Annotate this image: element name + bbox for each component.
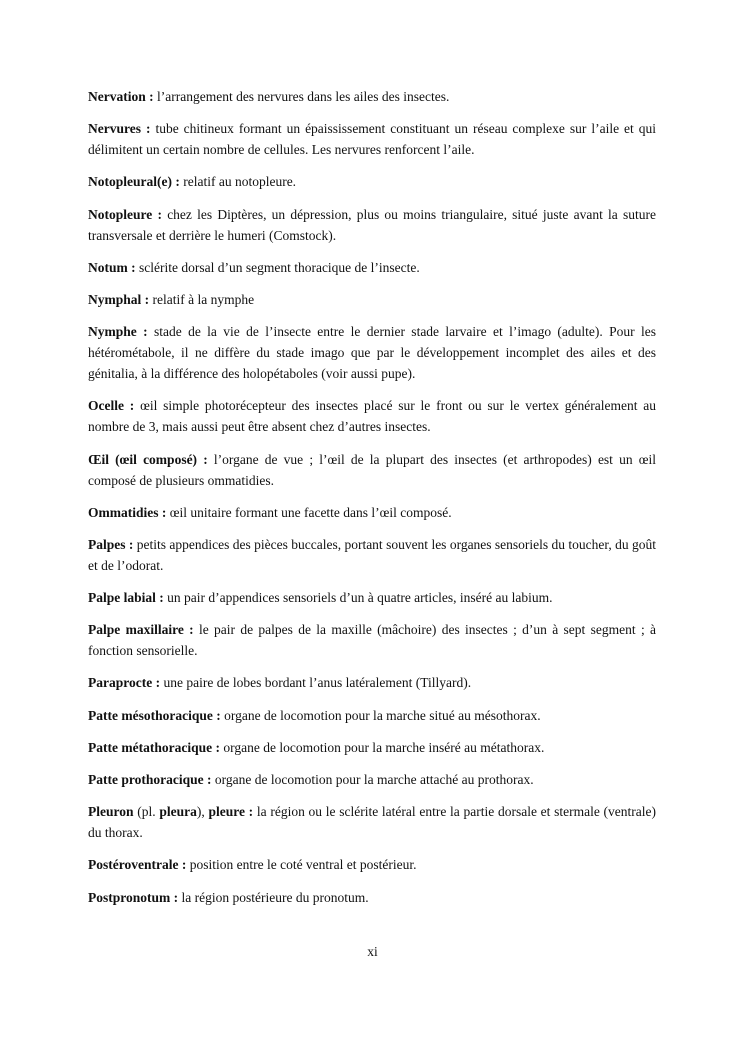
- glossary-entry: [88, 502, 656, 523]
- glossary-entry: [88, 619, 656, 661]
- glossary-entry: [88, 395, 656, 437]
- entry-definition: stade de la vie de l’insecte entre le dernier stade larvaire et l’imago (adulte). Pour les hétérométabole, il ne diffère du stade imago que par le développement incomplet des ailes et des génitalia, à la différence des holopétaboles (voir aussi pupe).: [88, 324, 656, 382]
- entry-term: Postpronotum :: [88, 889, 179, 905]
- entry-term: Palpe labial :: [88, 590, 164, 606]
- entry-term: Nervures :: [88, 121, 151, 137]
- entry-definition: le pair de palpes de la maxille (mâchoire) des insectes ; d’un à sept segment ; à fonction sensorielle.: [88, 622, 657, 659]
- entry-definition: tube chitineux formant un épaississement constituant un réseau complexe sur l’aile et qui délimitent un certain nombre de cellules. Les nervures renforcent l’aile.: [88, 121, 657, 158]
- entry-definition: l’organe de vue ; l’œil de la plupart des insectes (et arthropodes) est un œil composé de plusieurs ommatidies.: [88, 451, 657, 488]
- entry-definition: l’arrangement des nervures dans les ailes des insectes.: [156, 89, 450, 104]
- page-number: xi: [367, 944, 378, 959]
- entry-term: Notopleure :: [88, 206, 162, 222]
- glossary-entry: [88, 449, 656, 491]
- entry-term: Notopleural(e) :: [88, 174, 180, 190]
- glossary-entry: [88, 118, 656, 160]
- entry-plural: pleura: [159, 804, 197, 820]
- glossary-entry: [88, 171, 656, 192]
- glossary-entry: [88, 204, 656, 246]
- entry-term: Ommatidies :: [88, 504, 167, 520]
- entry-term: Nymphe :: [88, 324, 148, 340]
- entry-plural-suffix: ),: [196, 804, 209, 820]
- glossary-entry: [88, 257, 656, 278]
- glossary-entry: [88, 321, 656, 384]
- entry-term: Palpes :: [88, 536, 134, 552]
- entry-definition: organe de locomotion pour la marche attaché au prothorax.: [214, 772, 534, 787]
- entry-term: Nervation :: [88, 89, 154, 104]
- entry-definition: relatif à la nymphe: [152, 291, 255, 307]
- entry-definition: organe de locomotion pour la marche inséré au métathorax.: [223, 739, 545, 755]
- glossary-entry: [88, 587, 656, 608]
- glossary-entry: [88, 672, 656, 693]
- entry-term: Patte mésothoracique :: [88, 707, 221, 723]
- glossary-entry: [88, 705, 656, 726]
- entry-definition: un pair d’appendices sensoriels d’un à quatre articles, inséré au labium.: [167, 590, 553, 606]
- entry-term: Notum :: [88, 259, 136, 275]
- glossary-entry: [88, 887, 656, 908]
- entry-term: Patte prothoracique :: [88, 772, 212, 787]
- entry-definition: œil simple photorécepteur des insectes placé sur le front ou sur le vertex généralement au nombre de 3, mais aussi peut être absent chez d’autres insectes.: [88, 398, 657, 435]
- glossary-entry: [88, 289, 656, 310]
- glossary-entry: [88, 86, 656, 107]
- entry-definition: une paire de lobes bordant l’anus latéralement (Tillyard).: [163, 675, 472, 691]
- glossary-entries: [88, 86, 656, 919]
- entry-definition: organe de locomotion pour la marche situé au mésothorax.: [224, 707, 541, 723]
- entry-synonym: pleure :: [208, 804, 254, 820]
- entry-term: Ocelle :: [88, 398, 135, 414]
- entry-definition: œil unitaire formant une facette dans l’œil composé.: [169, 504, 452, 520]
- glossary-entry: [88, 534, 656, 576]
- entry-term: Pleuron: [88, 804, 134, 820]
- entry-definition: la région ou le sclérite latéral entre la partie dorsale et stermale (ventrale) du thorax.: [88, 804, 657, 841]
- entry-definition: petits appendices des pièces buccales, portant souvent les organes sensoriels du toucher, du goût et de l’odorat.: [88, 536, 657, 573]
- entry-definition: sclérite dorsal d’un segment thoracique de l’insecte.: [139, 259, 420, 275]
- glossary-entry: [88, 769, 656, 790]
- entry-definition: chez les Diptères, un dépression, plus ou moins triangulaire, situé juste avant la suture transversale et derrière le humeri (Comstock).: [88, 206, 657, 243]
- entry-definition: position entre le coté ventral et postérieur.: [189, 857, 417, 873]
- entry-term: Palpe maxillaire :: [88, 622, 194, 638]
- glossary-entry-pleuron: [88, 801, 656, 843]
- glossary-entry: [88, 737, 656, 758]
- entry-definition: la région postérieure du pronotum.: [181, 889, 369, 905]
- entry-definition: relatif au notopleure.: [183, 174, 297, 190]
- glossary-entry: [88, 854, 656, 875]
- entry-term: Nymphal :: [88, 291, 150, 307]
- entry-term: Patte métathoracique :: [88, 739, 220, 755]
- entry-term: Œil (œil composé) :: [88, 451, 208, 467]
- entry-term: Postéroventrale :: [88, 857, 187, 873]
- entry-term: Paraprocte :: [88, 675, 161, 691]
- entry-plural-prefix: (pl.: [133, 804, 160, 820]
